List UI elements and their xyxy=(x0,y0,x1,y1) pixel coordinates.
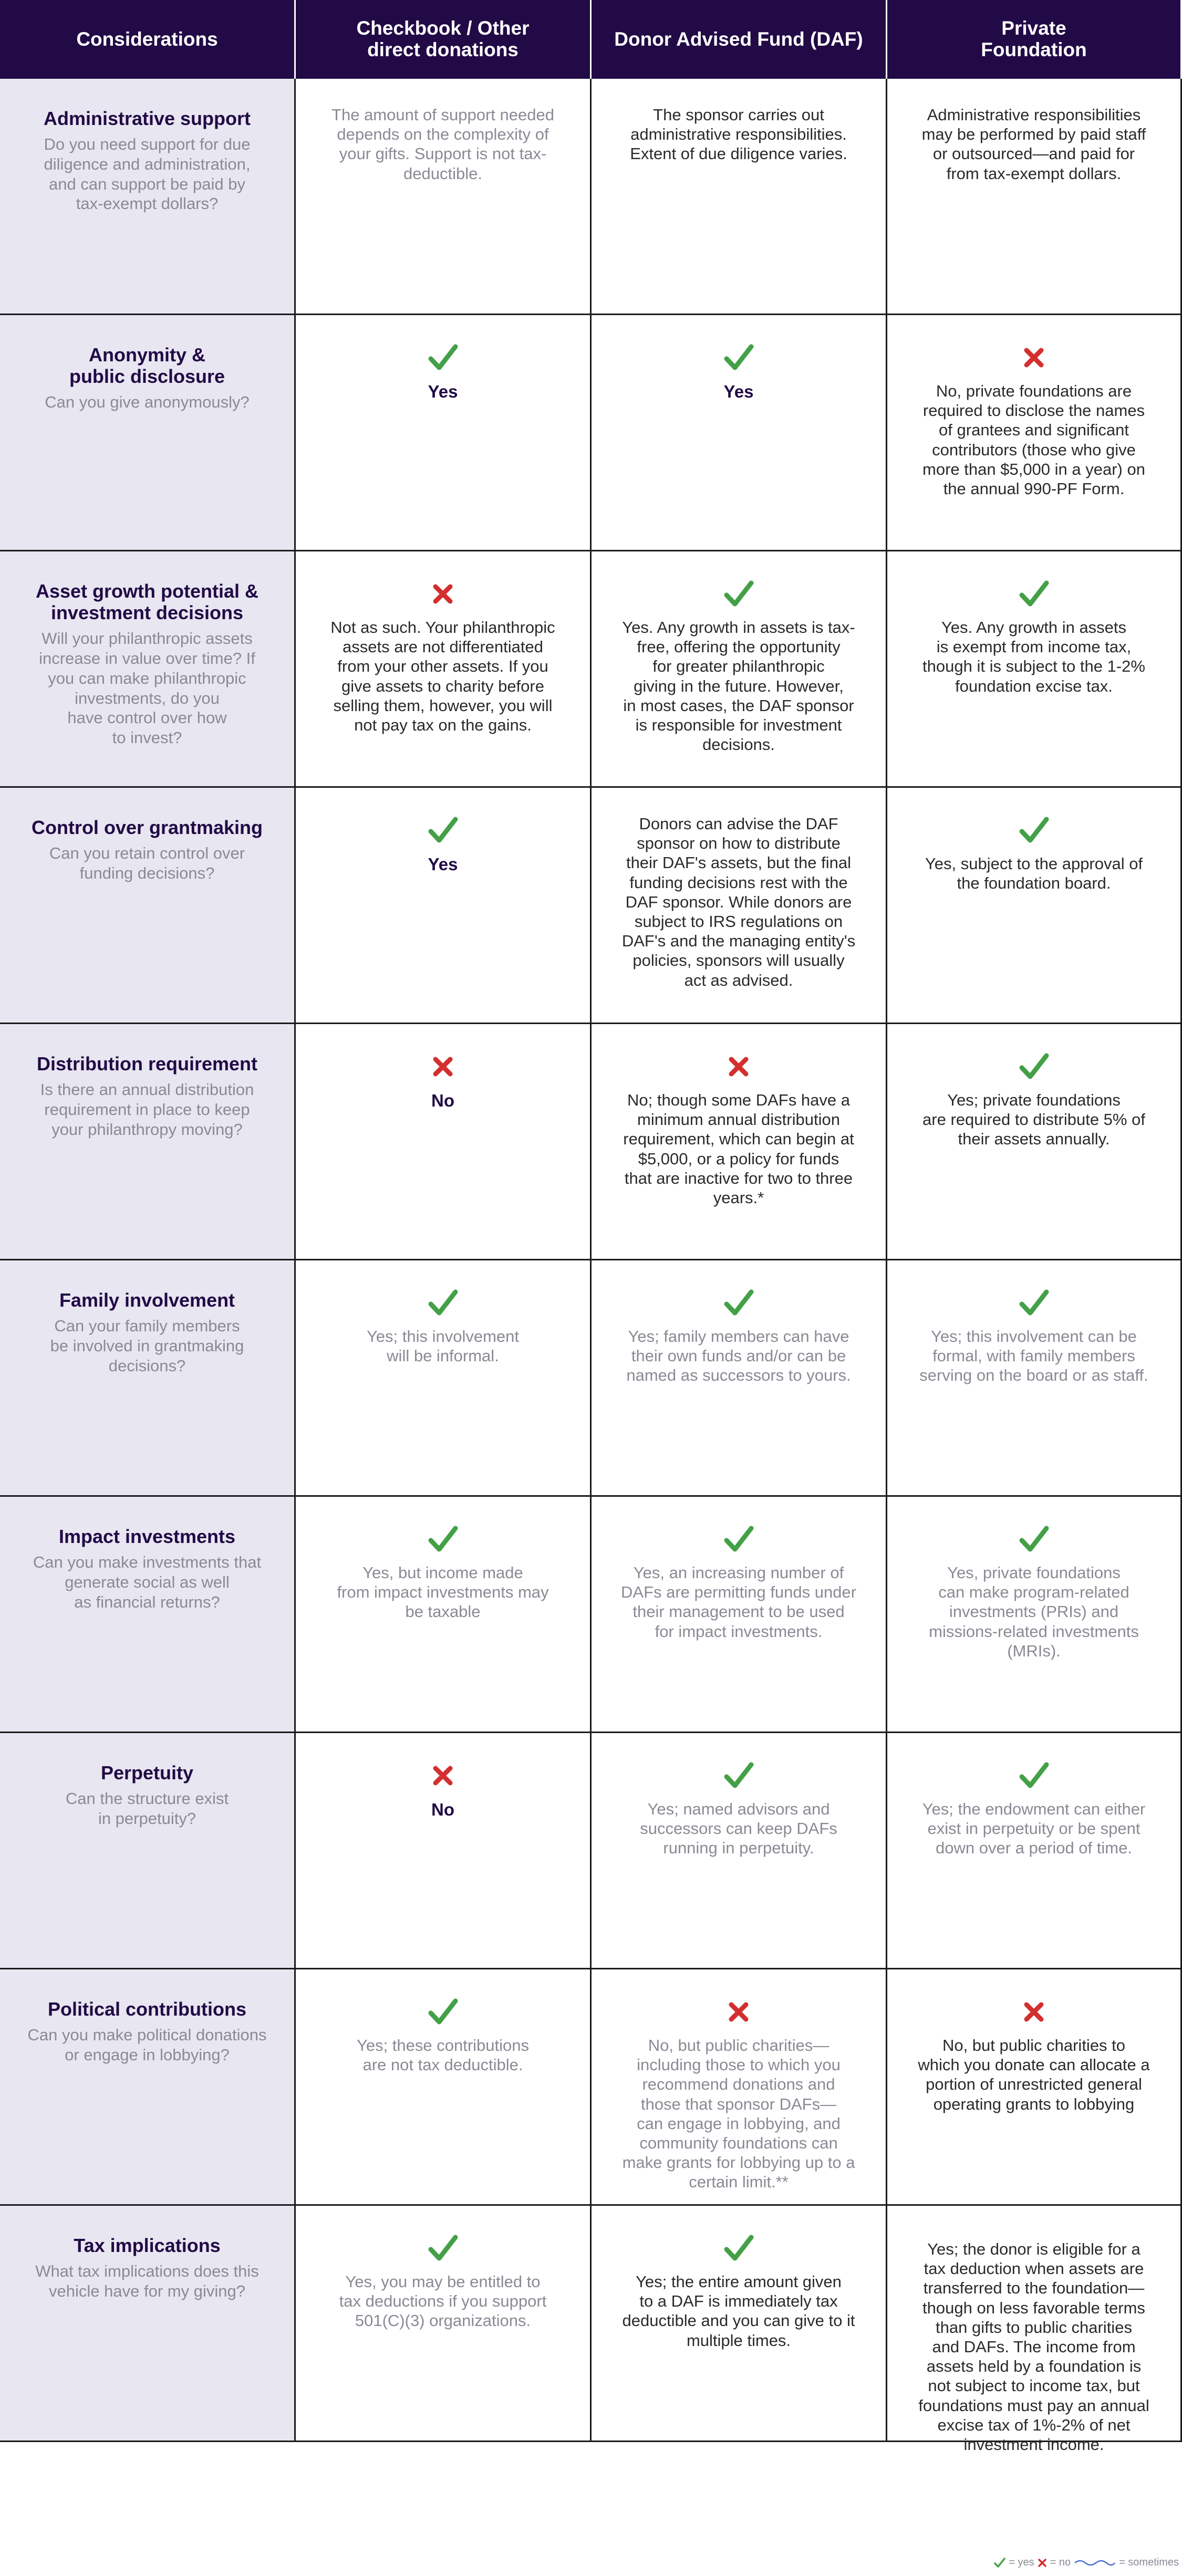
criteria-question: Is there an annual distribution requirement in place to keep your philanthropy moving? xyxy=(40,1080,254,1139)
cell-text: Yes. Any growth in assets is tax- free, offering the opportunity for greater philanthropic giving in the future. However, in most cases, the DAF sponsor is responsible for investment decisions. xyxy=(622,618,855,754)
cell-private-foundation xyxy=(887,1969,1182,2206)
cross-icon xyxy=(1018,1996,1050,2028)
check-icon xyxy=(722,341,755,374)
check-icon xyxy=(1018,814,1050,847)
criteria-question: Can the structure exist in perpetuity? xyxy=(65,1789,229,1828)
cell-text: Administrative responsibilities may be performed by paid staff or outsourced—and paid for from tax-exempt dollars. xyxy=(921,106,1146,183)
criteria-title: Distribution requirement xyxy=(36,1053,258,1075)
criteria-question: What tax implications does this vehicle have for my giving? xyxy=(35,2262,259,2300)
cross-icon xyxy=(427,578,459,610)
cell-text: No, but public charities— including those to which you recommend donations and those that sponsor DAFs— can engage in lobbying, and community foundations can make grants for lobbying up to a certain limit.** xyxy=(622,2036,855,2192)
check-icon xyxy=(427,814,459,847)
cell-daf xyxy=(592,788,887,1024)
cell-text: Yes; this involvement can be formal, with family members serving on the board or as staff. xyxy=(919,1327,1148,1385)
cell-private-foundation xyxy=(887,1024,1182,1260)
criteria-cell xyxy=(0,315,296,551)
check-icon xyxy=(427,1523,459,1556)
check-icon xyxy=(722,1523,755,1556)
cross-icon xyxy=(722,1050,755,1083)
cross-icon xyxy=(427,1050,459,1083)
criteria-cell xyxy=(0,1733,296,1969)
cell-private-foundation xyxy=(887,2206,1182,2454)
criteria-title: Anonymity & public disclosure xyxy=(69,344,225,388)
check-icon xyxy=(427,1996,459,2028)
legend-yes-label: = yes xyxy=(1009,2557,1034,2568)
criteria-cell xyxy=(0,788,296,1024)
legend-sometimes-label: = sometimes xyxy=(1119,2557,1179,2568)
cell-checkbook xyxy=(296,1497,592,1733)
check-icon xyxy=(427,2232,459,2265)
check-icon xyxy=(722,578,755,610)
cell-checkbook xyxy=(296,551,592,788)
cell-daf xyxy=(592,551,887,788)
cell-text: Donors can advise the DAF sponsor on how to distribute their DAF's assets, but the final funding decisions rest with the DAF sponsor. While donors are subject to IRS regulations on DAF's and the managing entity's policies, sponsors will usually act as advised. xyxy=(621,815,856,989)
criteria-cell xyxy=(0,2206,296,2442)
criteria-title: Family involvement xyxy=(59,1289,235,1311)
criteria-question: Can you give anonymously? xyxy=(45,393,250,412)
answer-label: Yes xyxy=(428,854,458,874)
criteria-cell xyxy=(0,1969,296,2206)
header-checkbook: Checkbook / Other direct donations xyxy=(296,0,592,79)
cell-checkbook xyxy=(296,315,592,551)
criteria-title: Impact investments xyxy=(58,1526,236,1547)
cell-text: Yes; the endowment can either exist in perpetuity or be spent down over a period of time. xyxy=(922,1800,1146,1858)
cell-text: Yes; this involvement will be informal. xyxy=(366,1327,520,1365)
criteria-cell xyxy=(0,551,296,788)
criteria-question: Can you make political donations or engage in lobbying? xyxy=(27,2026,267,2064)
cell-private-foundation xyxy=(887,79,1182,315)
criteria-title: Administrative support xyxy=(43,108,251,129)
cell-checkbook xyxy=(296,1969,592,2206)
cell-text: No, but public charities to which you donate can allocate a portion of unrestricted general operating grants to lobbying xyxy=(918,2036,1150,2113)
cell-text: The amount of support needed depends on the complexity of your gifts. Support is not tax- deductible. xyxy=(331,106,554,183)
cell-daf xyxy=(592,315,887,551)
criteria-title: Political contributions xyxy=(47,1998,247,2020)
cell-private-foundation xyxy=(887,315,1182,551)
cell-text: Yes; family members can have their own funds and/or can be named as successors to yours. xyxy=(626,1327,851,1385)
cross-icon xyxy=(427,1759,459,1792)
answer-label: Yes xyxy=(723,382,754,401)
cell-text: Yes; these contributions are not tax deductible. xyxy=(356,2036,529,2074)
check-icon xyxy=(1018,1523,1050,1556)
cell-checkbook xyxy=(296,788,592,1024)
cell-text: Yes, you may be entitled to tax deductions if you support 501(C)(3) organizations. xyxy=(339,2272,547,2330)
cell-checkbook xyxy=(296,1024,592,1260)
cell-text: Yes; named advisors and successors can keep DAFs running in perpetuity. xyxy=(640,1800,837,1858)
header-considerations: Considerations xyxy=(0,0,296,79)
cell-daf xyxy=(592,2206,887,2442)
criteria-question: Will your philanthropic assets increase in value over time? If you can make philanthropic investments, do you have control over how to invest? xyxy=(39,629,255,747)
check-icon xyxy=(722,2232,755,2265)
cell-daf xyxy=(592,1024,887,1260)
cell-text: The sponsor carries out administrative responsibilities. Extent of due diligence varies. xyxy=(630,106,847,163)
answer-label: No xyxy=(431,1091,454,1110)
cell-text: Yes; private foundations are required to distribute 5% of their assets annually. xyxy=(922,1091,1145,1149)
check-icon xyxy=(994,2558,1005,2568)
cell-private-foundation xyxy=(887,1260,1182,1497)
cell-private-foundation xyxy=(887,788,1182,1024)
criteria-title: Control over grantmaking xyxy=(31,817,263,838)
check-icon xyxy=(427,1287,459,1319)
legend xyxy=(994,2557,1179,2569)
criteria-question: Do you need support for due diligence and administration, and can support be paid by tax-exempt dollars? xyxy=(44,135,251,213)
legend-no-label: = no xyxy=(1050,2557,1071,2568)
criteria-title: Asset growth potential & investment decisions xyxy=(35,580,259,624)
answer-label: Yes xyxy=(428,382,458,401)
cell-text: Not as such. Your philanthropic assets are not differentiated from your other assets. If you give assets to charity before selling them, however, you will not pay tax on the gains. xyxy=(330,618,555,734)
cell-text: No; though some DAFs have a minimum annual distribution requirement, which can begin at $5,000, or a policy for funds that are inactive for two to three years.* xyxy=(623,1091,854,1207)
wave-icon xyxy=(1074,2559,1116,2567)
criteria-cell xyxy=(0,1260,296,1497)
cell-text: Yes, but income made from impact investments may be taxable xyxy=(337,1563,549,1621)
cell-text: No, private foundations are required to disclose the names of grantees and significant contributors (those who give more than $5,000 in a year) on the annual 990-PF Form. xyxy=(922,382,1145,498)
cell-checkbook xyxy=(296,79,592,315)
check-icon xyxy=(722,1759,755,1792)
cell-private-foundation xyxy=(887,1497,1182,1733)
criteria-cell xyxy=(0,79,296,315)
cell-daf xyxy=(592,79,887,315)
cell-daf xyxy=(592,1497,887,1733)
cell-checkbook xyxy=(296,1260,592,1497)
answer-label: No xyxy=(431,1800,454,1819)
criteria-title: Tax implications xyxy=(74,2235,221,2256)
cell-private-foundation xyxy=(887,1733,1182,1969)
cell-text: Yes, an increasing number of DAFs are permitting funds under their management to be used for impact investments. xyxy=(621,1563,856,1641)
cell-text: Yes; the entire amount given to a DAF is immediately tax deductible and you can give to it multiple times. xyxy=(622,2272,855,2350)
check-icon xyxy=(427,341,459,374)
cell-text: Yes, subject to the approval of the foundation board. xyxy=(925,854,1143,893)
cross-icon xyxy=(722,1996,755,2028)
criteria-cell xyxy=(0,1497,296,1733)
criteria-question: Can you make investments that generate social as well as financial returns? xyxy=(33,1553,262,1611)
cell-text: Yes. Any growth in assets is exempt from income tax, though it is subject to the 1-2% foundation excise tax. xyxy=(922,618,1145,695)
criteria-question: Can your family members be involved in grantmaking decisions? xyxy=(50,1317,244,1375)
cell-text: Yes, private foundations can make program-related investments (PRIs) and missions-related investments (MRIs). xyxy=(929,1563,1139,1660)
check-icon xyxy=(1018,1759,1050,1792)
check-icon xyxy=(722,1287,755,1319)
criteria-question: Can you retain control over funding decisions? xyxy=(49,844,245,882)
cell-daf xyxy=(592,1733,887,1969)
check-icon xyxy=(1018,1287,1050,1319)
cell-text: Yes; the donor is eligible for a tax deduction when assets are transferred to the foundation— though on less favorable terms than gifts to public charities and DAFs. The income from assets held by a foundation is not subject to income tax, but foundations must pay an annual excise tax of 1%-2% of net investment income. xyxy=(918,2240,1149,2454)
check-icon xyxy=(1018,1050,1050,1083)
cell-checkbook xyxy=(296,2206,592,2442)
cell-daf xyxy=(592,1260,887,1497)
header-daf: Donor Advised Fund (DAF) xyxy=(592,0,887,79)
cell-checkbook xyxy=(296,1733,592,1969)
criteria-cell xyxy=(0,1024,296,1260)
cell-private-foundation xyxy=(887,551,1182,788)
header-private-foundation: Private Foundation xyxy=(887,0,1182,79)
cross-icon xyxy=(1038,2558,1047,2568)
check-icon xyxy=(1018,578,1050,610)
criteria-title: Perpetuity xyxy=(100,1762,194,1784)
cross-icon xyxy=(1018,341,1050,374)
cell-daf xyxy=(592,1969,887,2206)
